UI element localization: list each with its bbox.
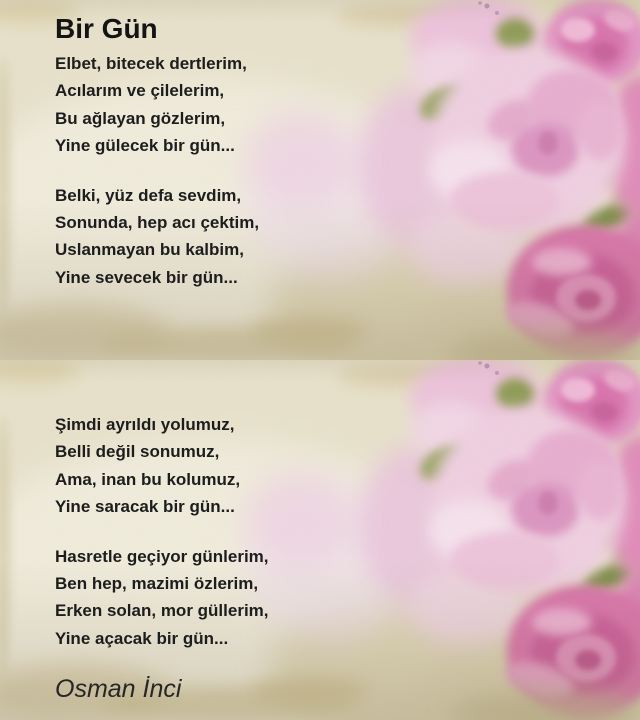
stanza-2 — [55, 182, 259, 292]
poem-bottom-section — [55, 411, 269, 704]
poem-line: Yine gülecek bir gün... — [55, 136, 235, 156]
poem-line: Ben hep, mazimi özlerim, — [55, 574, 259, 594]
poem-line: Sonunda, hep acı çektim, — [55, 213, 260, 233]
stanza-1 — [55, 50, 259, 160]
poem-line: Elbet, bitecek dertlerim, — [55, 54, 247, 73]
poem-line: Hasretle geçiyor günlerim, — [55, 546, 269, 566]
stanza-4 — [55, 543, 269, 653]
poem-line: Ama, inan bu kolumuz, — [55, 469, 241, 489]
poem-line: Bu ağlayan gözlerim, — [55, 108, 226, 128]
poem-line: Acılarım ve çilelerim, — [55, 81, 225, 101]
poem-author: Osman İnci — [55, 675, 182, 704]
poem-line: Belli değil sonumuz, — [55, 442, 220, 462]
poem-line: Erken solan, mor güllerim, — [55, 601, 269, 621]
poem-title: Bir Gün — [55, 13, 158, 44]
poem-line: Yine sevecek bir gün... — [55, 267, 238, 287]
poem-line: Uslanmayan bu kalbim, — [55, 240, 244, 260]
poem-line: Belki, yüz defa sevdim, — [55, 185, 242, 205]
poem-line: Yine açacak bir gün... — [55, 628, 229, 648]
poem-line: Yine saracak bir gün... — [55, 497, 235, 517]
poem-top-section — [55, 13, 259, 313]
stanza-3 — [55, 411, 269, 521]
poem-line: Şimdi ayrıldı yolumuz, — [55, 415, 235, 434]
